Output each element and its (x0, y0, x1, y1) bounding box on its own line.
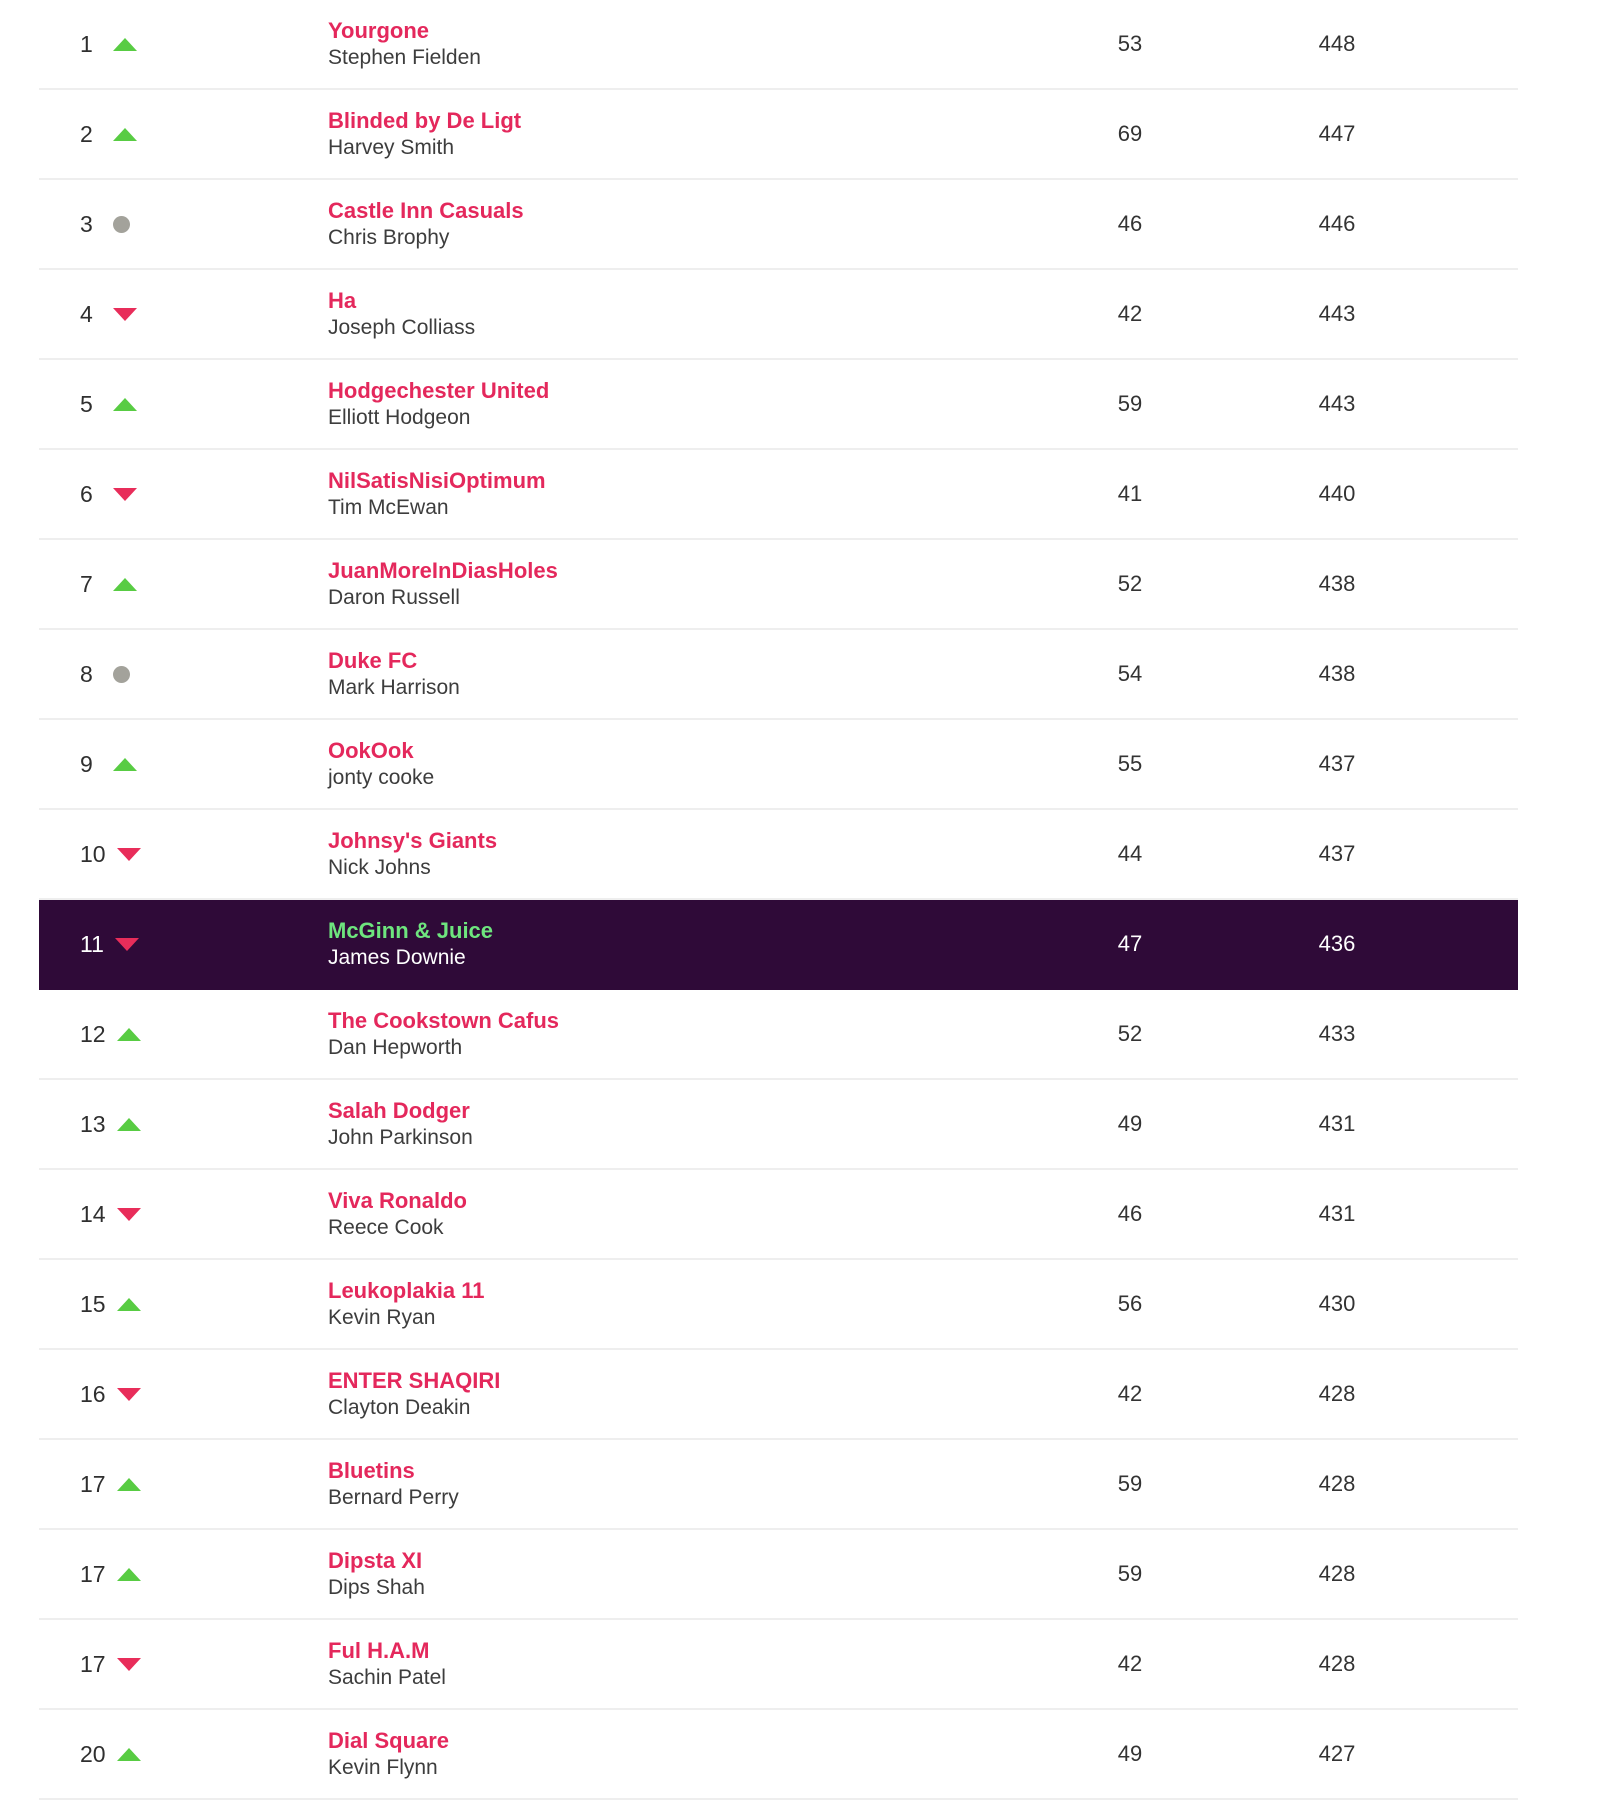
total-points: 448 (1318, 31, 1356, 56)
rank-number: 3 (80, 210, 93, 237)
rank-cell (39, 1651, 328, 1678)
rank-down-icon (117, 1658, 141, 1671)
manager-name: Kevin Ryan (328, 1306, 436, 1329)
manager-name: Sachin Patel (328, 1666, 446, 1689)
standings-row[interactable] (39, 1350, 1518, 1440)
total-points: 428 (1318, 1561, 1356, 1586)
manager-name: Dips Shah (328, 1576, 425, 1599)
gameweek-points: 42 (1117, 301, 1143, 326)
team-name-link[interactable]: OokOok (328, 738, 414, 763)
gameweek-points: 42 (1117, 1381, 1143, 1406)
team-name-link[interactable]: Duke FC (328, 648, 418, 673)
team-cell (328, 1367, 1070, 1421)
rank-number: 7 (80, 570, 93, 597)
rank-up-icon (117, 1298, 141, 1311)
rank-up-icon (113, 38, 137, 51)
team-cell (328, 1547, 1070, 1601)
standings-row[interactable] (39, 1620, 1518, 1710)
team-cell (328, 1727, 1070, 1781)
rank-cell (39, 31, 328, 58)
gameweek-points: 46 (1117, 1201, 1143, 1226)
total-points: 431 (1318, 1201, 1356, 1226)
manager-name: Chris Brophy (328, 226, 450, 249)
gameweek-points: 47 (1117, 931, 1143, 956)
team-name-link[interactable]: NilSatisNisiOptimum (328, 468, 546, 493)
standings-row[interactable] (39, 720, 1518, 810)
rank-down-icon (113, 488, 137, 501)
manager-name: Elliott Hodgeon (328, 406, 471, 429)
standings-row[interactable] (39, 900, 1518, 990)
total-points: 428 (1318, 1381, 1356, 1406)
gameweek-points: 55 (1117, 751, 1143, 776)
team-cell (328, 197, 1070, 251)
team-name-link[interactable]: Johnsy's Giants (328, 828, 498, 853)
standings-row[interactable] (39, 1260, 1518, 1350)
rank-number: 5 (80, 390, 93, 417)
manager-name: John Parkinson (328, 1126, 473, 1149)
rank-cell (39, 121, 328, 148)
rank-cell (39, 1021, 328, 1048)
rank-up-icon (117, 1478, 141, 1491)
standings-row[interactable] (39, 990, 1518, 1080)
team-cell (328, 17, 1070, 71)
team-name-link[interactable]: The Cookstown Cafus (328, 1008, 560, 1033)
rank-up-icon (113, 398, 137, 411)
gameweek-points: 49 (1117, 1111, 1143, 1136)
rank-cell (39, 841, 328, 868)
team-cell (328, 467, 1070, 521)
standings-row[interactable] (39, 810, 1518, 900)
rank-number: 1 (80, 30, 93, 57)
manager-name: Reece Cook (328, 1216, 444, 1239)
team-name-link[interactable]: Hodgechester United (328, 378, 550, 403)
standings-row[interactable] (39, 1530, 1518, 1620)
team-name-link[interactable]: McGinn & Juice (328, 918, 494, 943)
standings-row[interactable] (39, 450, 1518, 540)
rank-cell (39, 1201, 328, 1228)
rank-cell (39, 301, 328, 328)
total-points: 438 (1318, 661, 1356, 686)
rank-down-icon (115, 938, 139, 951)
total-points: 428 (1318, 1471, 1356, 1496)
standings-table (39, 0, 1518, 1800)
rank-number: 16 (80, 1380, 106, 1407)
gameweek-points: 52 (1117, 1021, 1143, 1046)
rank-number: 13 (80, 1110, 106, 1137)
gameweek-points: 44 (1117, 841, 1143, 866)
rank-cell (39, 1291, 328, 1318)
rank-number: 17 (80, 1560, 106, 1587)
rank-down-icon (117, 848, 141, 861)
team-cell (328, 557, 1070, 611)
manager-name: Daron Russell (328, 586, 460, 609)
standings-row[interactable] (39, 1710, 1518, 1800)
rank-number: 2 (80, 120, 93, 147)
team-cell (328, 1187, 1070, 1241)
team-cell (328, 1277, 1070, 1331)
rank-up-icon (113, 578, 137, 591)
total-points: 440 (1318, 481, 1356, 506)
rank-number: 9 (80, 750, 93, 777)
team-name-link[interactable]: Dipsta XI (328, 1548, 423, 1573)
rank-number: 8 (80, 660, 93, 687)
total-points: 437 (1318, 841, 1356, 866)
rank-number: 20 (80, 1740, 106, 1767)
team-name-link[interactable]: Viva Ronaldo (328, 1188, 467, 1213)
rank-cell (39, 571, 328, 598)
team-cell (328, 647, 1070, 701)
team-cell (328, 1097, 1070, 1151)
standings-row[interactable] (39, 0, 1518, 90)
standings-row[interactable] (39, 1080, 1518, 1170)
gameweek-points: 59 (1117, 391, 1143, 416)
rank-cell (39, 1381, 328, 1408)
manager-name: Nick Johns (328, 856, 431, 879)
total-points: 430 (1318, 1291, 1356, 1316)
manager-name: Kevin Flynn (328, 1756, 438, 1779)
rank-same-icon (113, 216, 130, 233)
team-cell (328, 287, 1070, 341)
gameweek-points: 69 (1117, 121, 1143, 146)
team-name-link[interactable]: Ha (328, 288, 357, 313)
total-points: 443 (1318, 301, 1356, 326)
gameweek-points: 53 (1117, 31, 1143, 56)
rank-cell (39, 481, 328, 508)
team-cell (328, 737, 1070, 791)
team-cell (328, 917, 1070, 971)
total-points: 446 (1318, 211, 1356, 236)
total-points: 438 (1318, 571, 1356, 596)
rank-cell (39, 661, 328, 688)
rank-cell (39, 931, 328, 958)
gameweek-points: 42 (1117, 1651, 1143, 1676)
total-points: 443 (1318, 391, 1356, 416)
manager-name: Harvey Smith (328, 136, 455, 159)
team-name-link[interactable]: ENTER SHAQIRI (328, 1368, 501, 1393)
rank-cell (39, 751, 328, 778)
rank-number: 14 (80, 1200, 106, 1227)
team-name-link[interactable]: Castle Inn Casuals (328, 198, 524, 223)
rank-number: 15 (80, 1290, 106, 1317)
team-name-link[interactable]: Blinded by De Ligt (328, 108, 522, 133)
total-points: 427 (1318, 1741, 1356, 1766)
team-name-link[interactable]: Dial Square (328, 1728, 450, 1753)
team-name-link[interactable]: Ful H.A.M (328, 1638, 430, 1663)
total-points: 431 (1318, 1111, 1356, 1136)
gameweek-points: 59 (1117, 1471, 1143, 1496)
standings-row[interactable] (39, 540, 1518, 630)
manager-name: Mark Harrison (328, 676, 460, 699)
manager-name: Clayton Deakin (328, 1396, 471, 1419)
team-cell (328, 107, 1070, 161)
team-name-link[interactable]: JuanMoreInDiasHoles (328, 558, 558, 583)
rank-number: 12 (80, 1020, 106, 1047)
rank-up-icon (113, 758, 137, 771)
manager-name: James Downie (328, 946, 466, 969)
rank-up-icon (117, 1568, 141, 1581)
manager-name: jonty cooke (328, 766, 435, 789)
standings-row[interactable] (39, 180, 1518, 270)
team-cell (328, 377, 1070, 431)
gameweek-points: 54 (1117, 661, 1143, 686)
rank-number: 17 (80, 1470, 106, 1497)
team-name-link[interactable]: Bluetins (328, 1458, 415, 1483)
rank-up-icon (113, 128, 137, 141)
rank-same-icon (113, 666, 130, 683)
manager-name: Tim McEwan (328, 496, 449, 519)
rank-up-icon (117, 1118, 141, 1131)
rank-cell (39, 391, 328, 418)
total-points: 436 (1318, 931, 1356, 956)
rank-cell (39, 211, 328, 238)
rank-down-icon (117, 1388, 141, 1401)
total-points: 447 (1318, 121, 1356, 146)
manager-name: Joseph Colliass (328, 316, 476, 339)
rank-number: 6 (80, 480, 93, 507)
rank-number: 10 (80, 840, 106, 867)
gameweek-points: 59 (1117, 1561, 1143, 1586)
rank-number: 4 (80, 300, 93, 327)
team-cell (328, 1007, 1070, 1061)
manager-name: Bernard Perry (328, 1486, 459, 1509)
team-cell (328, 1637, 1070, 1691)
rank-down-icon (113, 308, 137, 321)
standings-row[interactable] (39, 270, 1518, 360)
manager-name: Dan Hepworth (328, 1036, 463, 1059)
gameweek-points: 46 (1117, 211, 1143, 236)
standings-row[interactable] (39, 1170, 1518, 1260)
gameweek-points: 49 (1117, 1741, 1143, 1766)
rank-cell (39, 1741, 328, 1768)
rank-cell (39, 1471, 328, 1498)
rank-down-icon (117, 1208, 141, 1221)
rank-number: 11 (80, 930, 104, 957)
standings-row[interactable] (39, 630, 1518, 720)
standings-row[interactable] (39, 90, 1518, 180)
team-cell (328, 1457, 1070, 1511)
standings-row[interactable] (39, 1440, 1518, 1530)
gameweek-points: 41 (1117, 481, 1143, 506)
total-points: 428 (1318, 1651, 1356, 1676)
team-name-link[interactable]: Yourgone (328, 18, 430, 43)
rank-cell (39, 1561, 328, 1588)
total-points: 437 (1318, 751, 1356, 776)
gameweek-points: 56 (1117, 1291, 1143, 1316)
rank-number: 17 (80, 1650, 106, 1677)
gameweek-points: 52 (1117, 571, 1143, 596)
standings-row[interactable] (39, 360, 1518, 450)
rank-up-icon (117, 1028, 141, 1041)
rank-up-icon (117, 1748, 141, 1761)
team-cell (328, 827, 1070, 881)
manager-name: Stephen Fielden (328, 46, 481, 69)
total-points: 433 (1318, 1021, 1356, 1046)
team-name-link[interactable]: Leukoplakia 11 (328, 1278, 485, 1303)
team-name-link[interactable]: Salah Dodger (328, 1098, 470, 1123)
rank-cell (39, 1111, 328, 1138)
